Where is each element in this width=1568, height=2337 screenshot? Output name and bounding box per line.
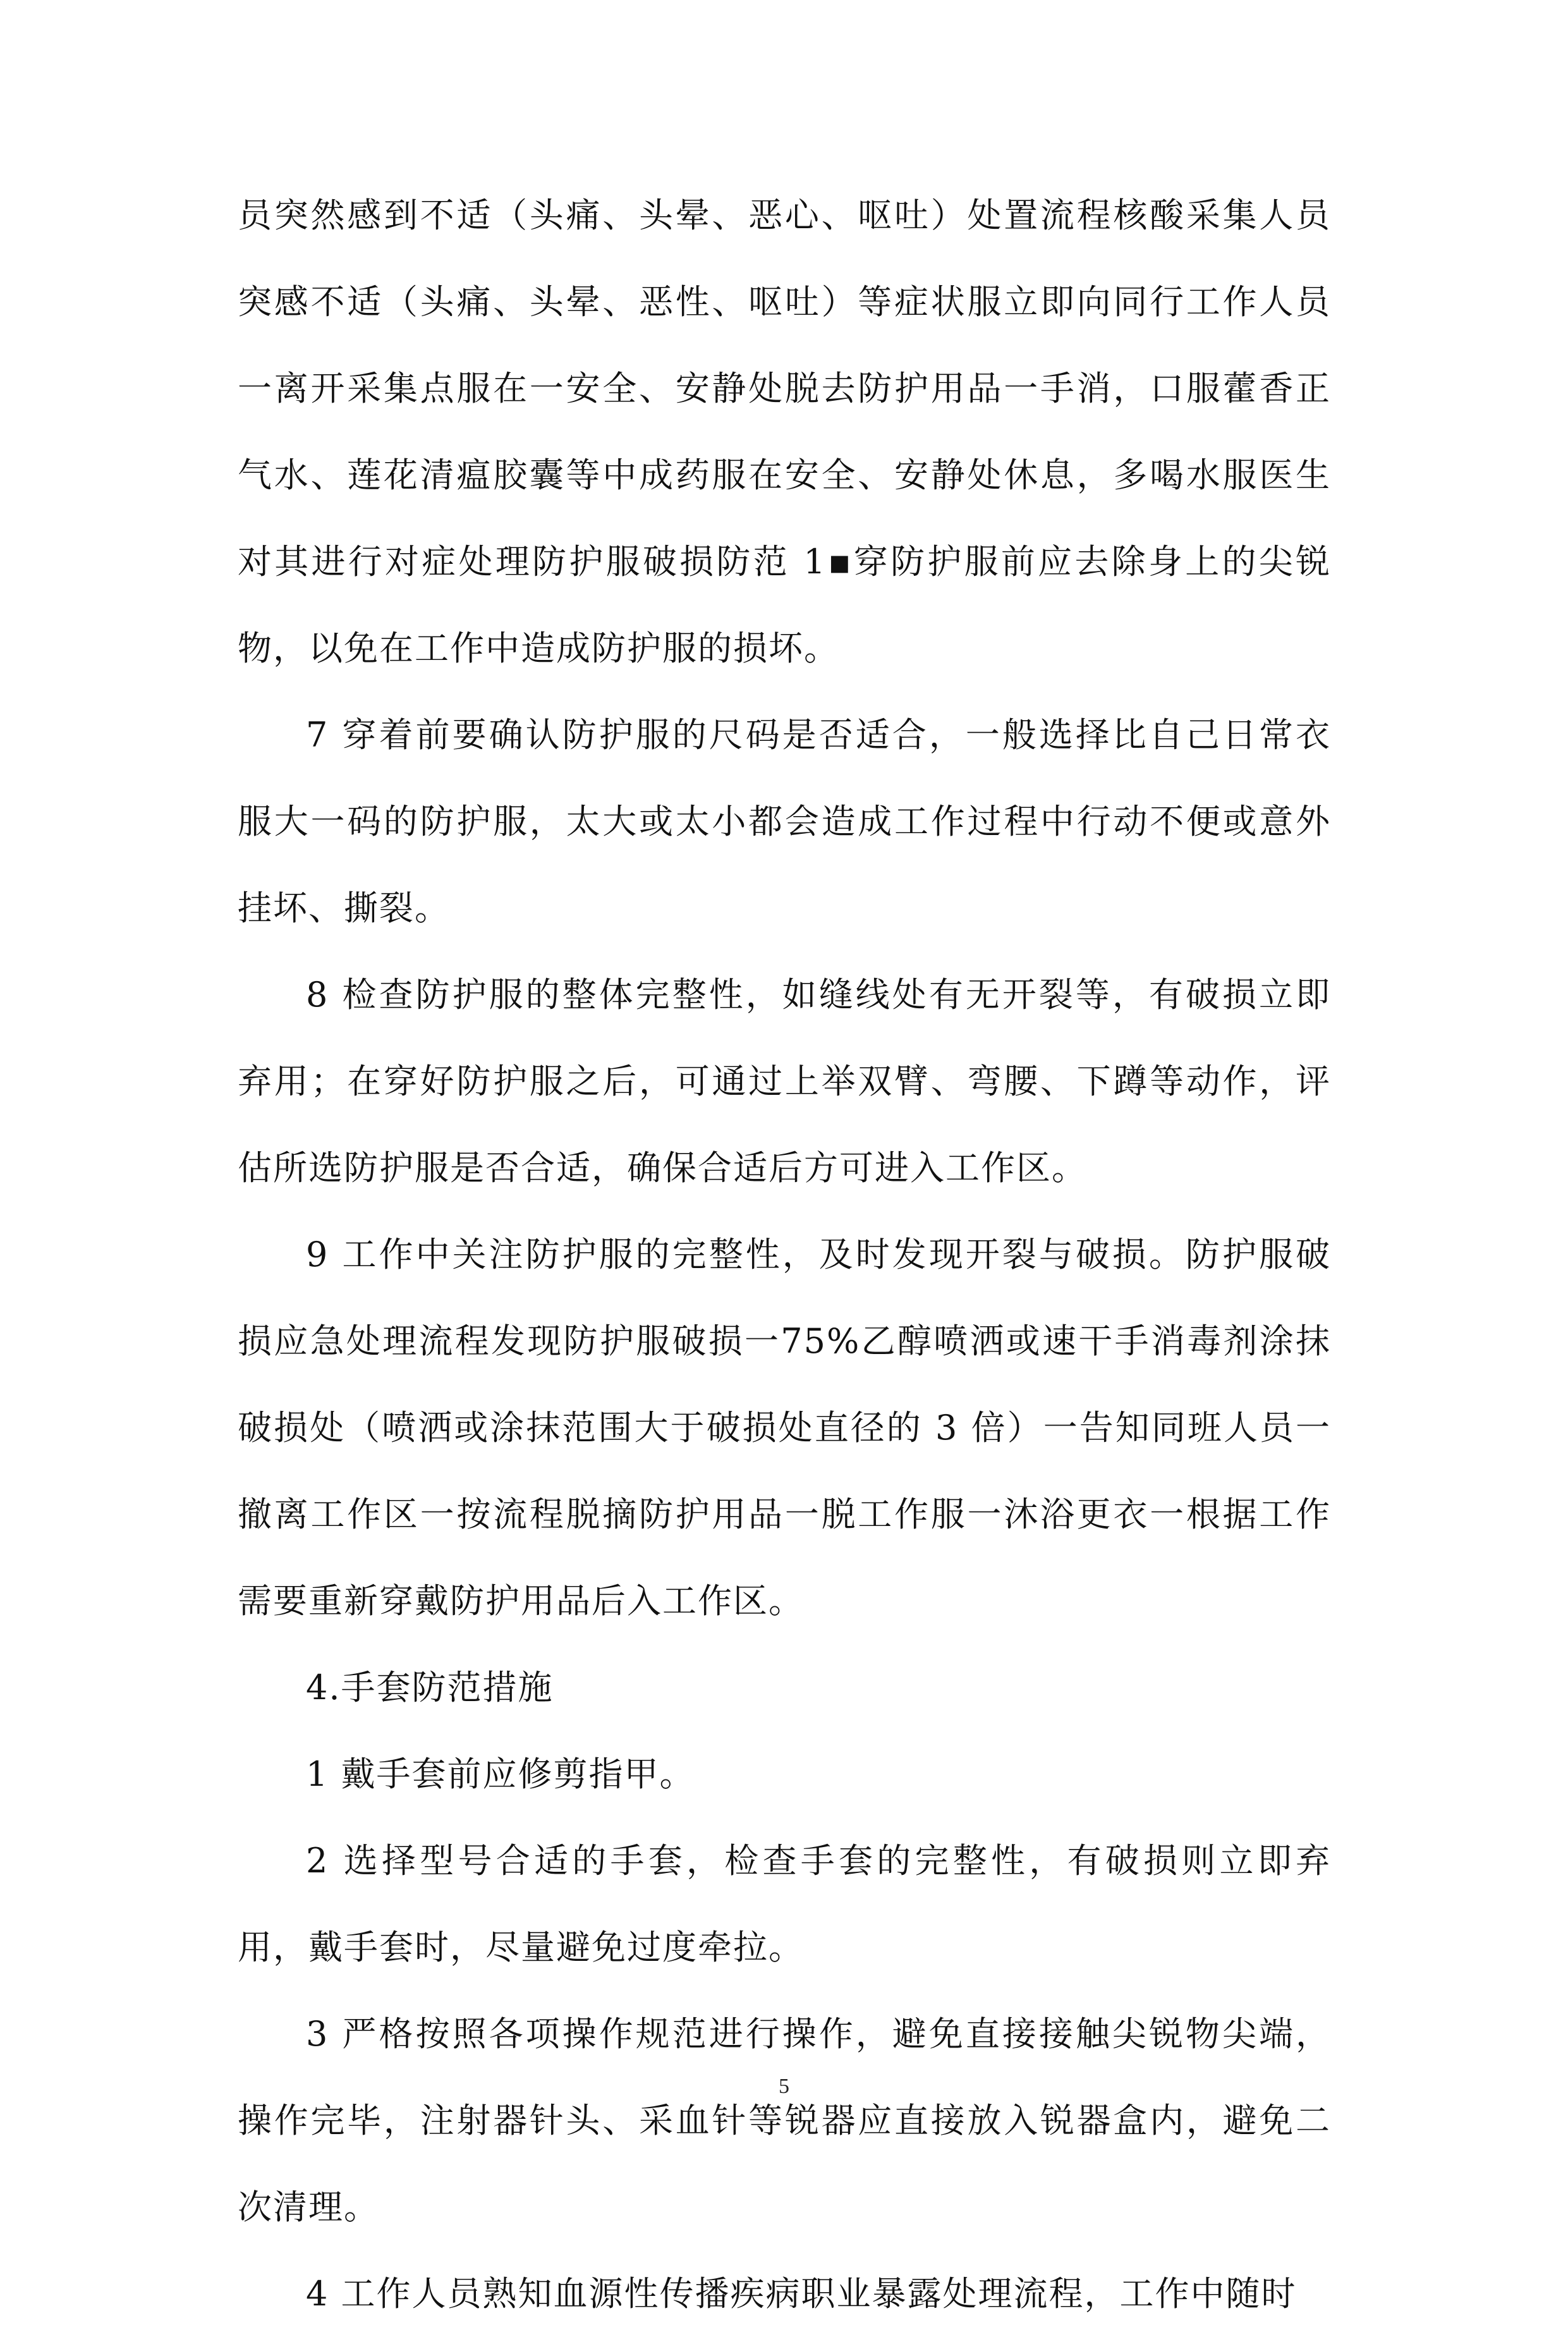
paragraph: 1 戴手套前应修剪指甲。 (306, 1754, 695, 1794)
body-text (238, 172, 1331, 2337)
paragraph: 3 严格按照各项操作规范进行操作，避免直接接触尖锐物尖端，操作完毕，注射器针头、采血针等锐器应直接放入锐器盒内，避免二次清理。 (238, 2014, 1331, 2227)
paragraph: 9 工作中关注防护服的完整性，及时发现开裂与破损。防护服破损应急处理流程发现防护服破损一75%乙醇喷洒或速干手消毒剂涂抹破损处（喷洒或涂抹范围大于破损处直径的 3 倍）一告知同班人员一撤离工作区一按流程脱摘防护用品一脱工作服一沐浴更衣一根据工作需要重新穿戴防护用品后入工作区。 (238, 1235, 1331, 1621)
section-heading: 4.手套防范措施 (306, 1668, 554, 1707)
paragraph: 4 工作人员熟知血源性传播疾病职业暴露处理流程，工作中随时 (306, 2274, 1297, 2314)
paragraph: 2 选择型号合适的手套，检查手套的完整性，有破损则立即弃用，戴手套时，尽量避免过度牵拉。 (238, 1841, 1331, 1967)
paragraph: 7 穿着前要确认防护服的尺码是否适合，一般选择比自己日常衣服大一码的防护服，太大或太小都会造成工作过程中行动不便或意外挂坏、撕裂。 (238, 715, 1331, 928)
paragraph: 员突然感到不适（头痛、头晕、恶心、呕吐）处置流程核酸采集人员突感不适（头痛、头晕、恶性、呕吐）等症状服立即向同行工作人员一离开采集点服在一安全、安静处脱去防护用品一手消，口服藿香正气水、莲花清瘟胶囊等中成药服在安全、安静处休息，多喝水服医生对其进行对症处理防护服破损防范 1▪穿防护服前应去除身上的尖锐物，以免在工作中造成防护服的损坏。 (238, 195, 1331, 668)
page-number: 5 (779, 2075, 789, 2098)
paragraph: 8 检查防护服的整体完整性，如缝线处有无开裂等，有破损立即弃用；在穿好防护服之后，可通过上举双臂、弯腰、下蹲等动作，评估所选防护服是否合适，确保合适后方可进入工作区。 (238, 975, 1331, 1188)
